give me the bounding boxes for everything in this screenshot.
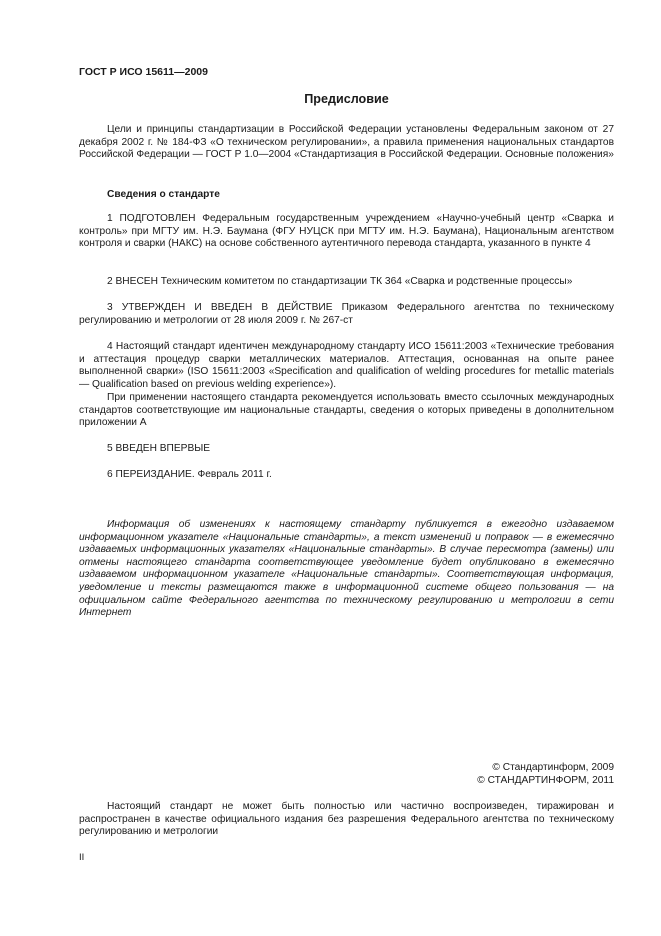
- item-3: 3 УТВЕРЖДЕН И ВВЕДЕН В ДЕЙСТВИЕ Приказом Федерального агентства по техническому регулированию и метрологии от 28 июля 2009 г. № 267-ст: [79, 302, 614, 326]
- document-header: ГОСТ Р ИСО 15611—2009: [79, 66, 208, 78]
- item-5: 5 ВВЕДЕН ВПЕРВЫЕ: [107, 443, 211, 454]
- copyright-2009: © Стандартинформ, 2009: [492, 762, 614, 773]
- item-2: 2 ВНЕСЕН Техническим комитетом по стандартизации ТК 364 «Сварка и родственные процессы»: [107, 276, 573, 287]
- intro-paragraph: Цели и принципы стандартизации в Российской Федерации установлены Федеральным законом от 27 декабря 2002 г. № 184-ФЗ «О техническом регулировании», а правила применения национальных стандартов Российской Федерации — ГОСТ Р 1.0—2004 «Стандартизация в Российской Федерации. Основные положения»: [79, 124, 614, 161]
- section-heading: Сведения о стандарте: [107, 189, 220, 200]
- page-number: II: [79, 852, 85, 863]
- page-title: Предисловие: [304, 92, 389, 106]
- item-1: 1 ПОДГОТОВЛЕН Федеральным государственным учреждением «Научно-учебный центр «Сварка и контроль» при МГТУ им. Н.Э. Баумана (ФГУ НУЦСК при МГТУ им. Н.Э. Баумана), Национальным агентством контроля и сварки (НАКС) на основе собственного аутентичного перевода стандарта, указанного в пункте 4: [79, 213, 614, 250]
- notice-paragraph: Информация об изменениях к настоящему стандарту публикуется в ежегодно издаваемом информационном указателе «Национальные стандарты», а текст изменений и поправок — в ежемесячно издаваемых информационных указателях «Национальные стандарты». В случае пересмотра (замены) или отмены настоящего стандарта соответствующее уведомление будет опубликовано в ежемесячно издаваемом информационном указателе «Национальные стандарты». Соответствующая информация, уведомление и тексты размещаются также в информационной системе общего пользования — на официальном сайте Федерального агентства по техническому регулированию и метрологии в сети Интернет: [79, 519, 614, 619]
- item-6: 6 ПЕРЕИЗДАНИЕ. Февраль 2011 г.: [107, 469, 272, 480]
- item-4: 4 Настоящий стандарт идентичен международному стандарту ИСО 15611:2003 «Технические требования и аттестация процедур сварки металлических материалов. Аттестация, основанная на опыте ранее выполненной сварки» (ISO 15611:2003 «Specification and qualification of welding procedures for metallic materials — Qualification based on previous welding experience»).: [79, 341, 614, 390]
- item-4-note: При применении настоящего стандарта рекомендуется использовать вместо ссылочных международных стандартов соответствующие им национальные стандарты, сведения о которых приведены в дополнительном приложении А: [79, 392, 614, 429]
- copyright-2011: © СТАНДАРТИНФОРМ, 2011: [477, 775, 614, 786]
- reproduction-notice: Настоящий стандарт не может быть полностью или частично воспроизведен, тиражирован и распространен в качестве официального издания без разрешения Федерального агентства по техническому регулированию и метрологии: [79, 801, 614, 838]
